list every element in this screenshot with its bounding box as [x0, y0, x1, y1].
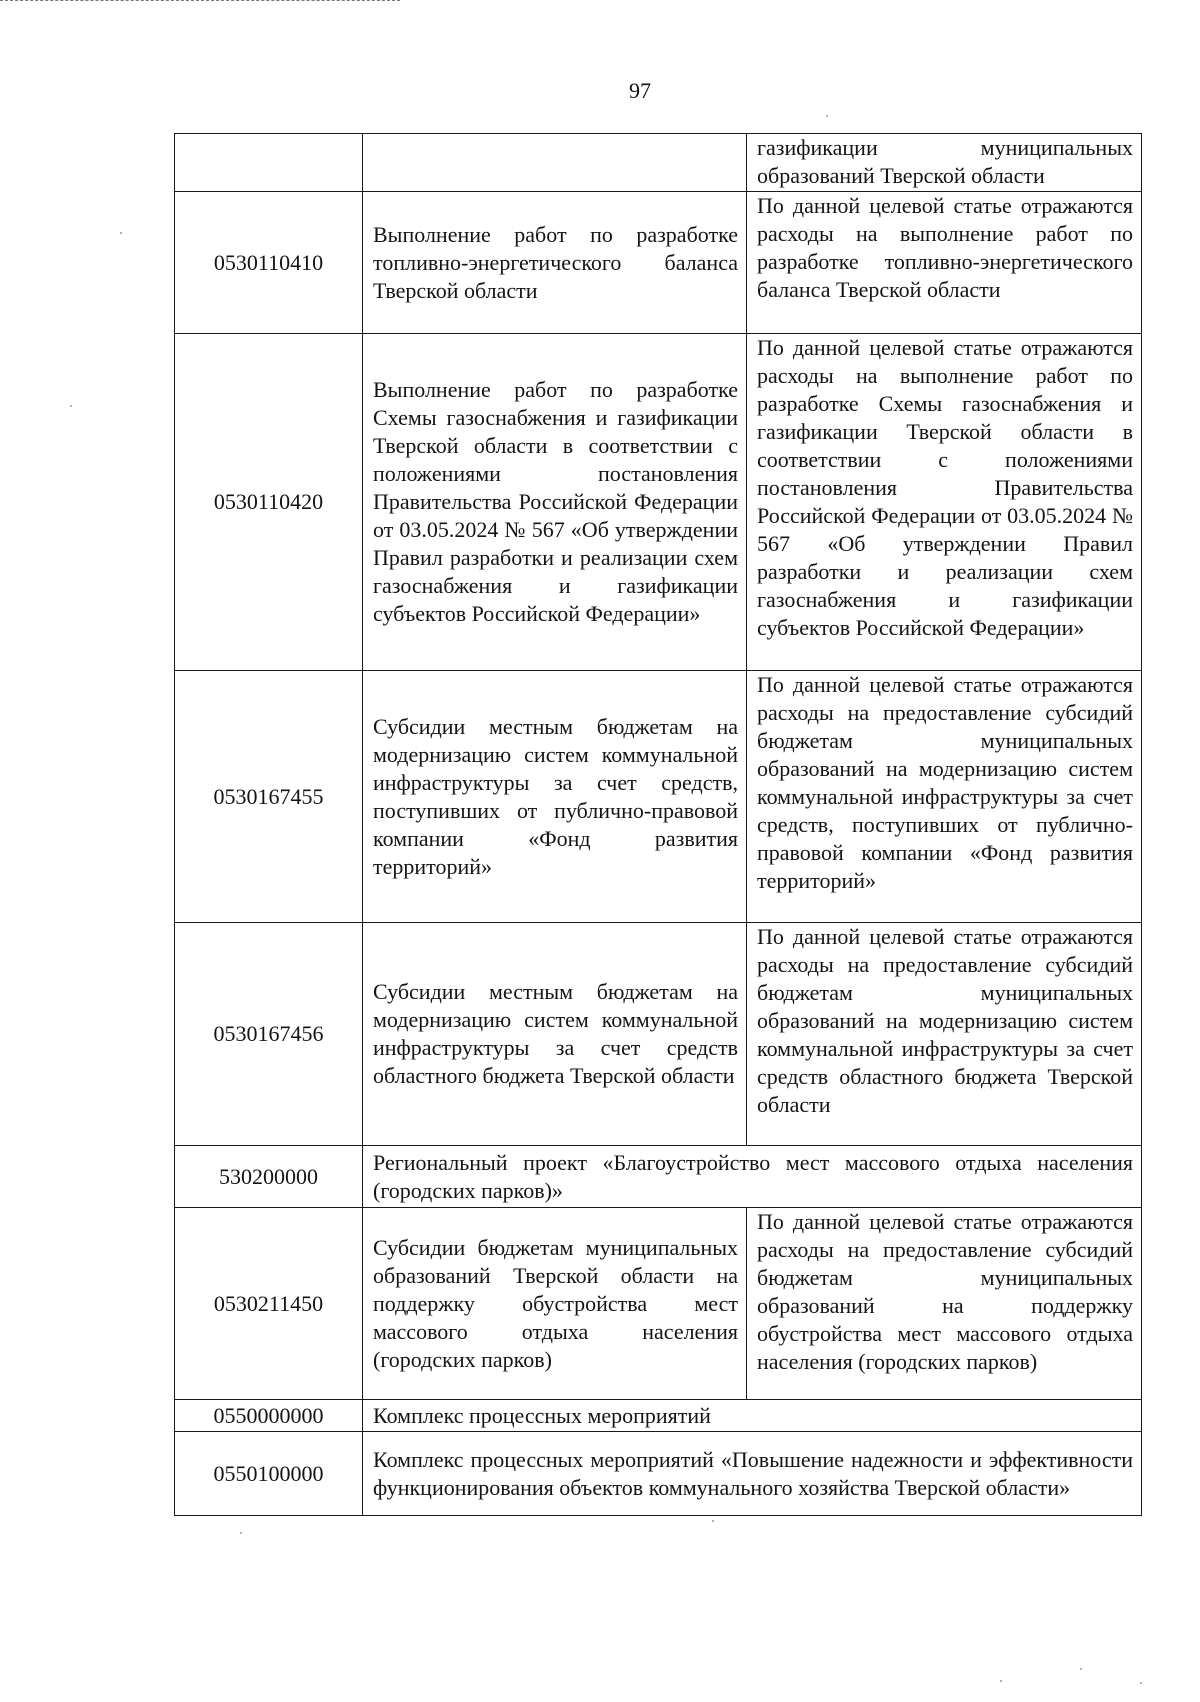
row-code: 0530110410 — [175, 192, 363, 334]
row-code: 0550100000 — [175, 1432, 363, 1516]
row-code: 0550000000 — [175, 1400, 363, 1432]
scan-speck — [712, 1520, 714, 1522]
row-name: Субсидии местным бюджетам на модернизацию систем коммунальной инфраструктуры за счет средств, поступивших от публично-правовой компании «Фонд развития территорий» — [363, 671, 747, 923]
row-section-title: Комплекс процессных мероприятий — [363, 1400, 1142, 1432]
row-name: Выполнение работ по разработке топливно-энергетического баланса Тверской области — [363, 192, 747, 334]
scan-speck — [1080, 1668, 1082, 1670]
row-code: 0530167456 — [175, 923, 363, 1146]
row-code: 0530167455 — [175, 671, 363, 923]
table-row — [175, 1146, 1142, 1208]
scan-speck — [70, 405, 72, 407]
row-description: По данной целевой статье отражаются расходы на предоставление субсидий бюджетам муниципальных образований на модернизацию систем коммунальной инфраструктуры за счет средств, поступивших от публично-правовой компании «Фонд развития территорий» — [747, 671, 1142, 923]
row-section-title: Региональный проект «Благоустройство мест массового отдыха населения (городских парков)» — [363, 1146, 1142, 1208]
row-description: По данной целевой статье отражаются расходы на выполнение работ по разработке топливно-энергетического баланса Тверской области — [747, 192, 1142, 334]
scan-speck — [826, 115, 828, 117]
target-articles-table — [174, 133, 1142, 1516]
row-name — [363, 134, 747, 192]
row-description: газификации муниципальных образований Тверской области — [747, 134, 1142, 192]
scan-speck — [1000, 1680, 1002, 1682]
row-description: По данной целевой статье отражаются расходы на выполнение работ по разработке Схемы газоснабжения и газификации Тверской области в соответствии с положениями постановления Правительства Российской Федерации от 03.05.2024 № 567 «Об утверждении Правил разработки и реализации схем газоснабжения и газификации субъектов Российской Федерации» — [747, 334, 1142, 671]
table-row — [175, 671, 1142, 923]
row-code: 530200000 — [175, 1146, 363, 1208]
row-code: 0530110420 — [175, 334, 363, 671]
scan-speck — [1140, 1682, 1142, 1684]
table-row — [175, 1208, 1142, 1400]
row-section-title: Комплекс процессных мероприятий «Повышение надежности и эффективности функционирования объектов коммунального хозяйства Тверской области» — [363, 1432, 1142, 1516]
table-row — [175, 134, 1142, 192]
row-name: Субсидии местным бюджетам на модернизацию систем коммунальной инфраструктуры за счет средств областного бюджета Тверской области — [363, 923, 747, 1146]
table-row — [175, 334, 1142, 671]
row-name: Субсидии бюджетам муниципальных образований Тверской области на поддержку обустройства мест массового отдыха населения (городских парков) — [363, 1208, 747, 1400]
scan-speck — [120, 232, 122, 234]
table-row — [175, 1432, 1142, 1516]
table-row — [175, 1400, 1142, 1432]
table-row — [175, 923, 1142, 1146]
table-row — [175, 192, 1142, 334]
scan-speck — [240, 1532, 242, 1534]
row-name: Выполнение работ по разработке Схемы газоснабжения и газификации Тверской области в соответствии с положениями постановления Правительства Российской Федерации от 03.05.2024 № 567 «Об утверждении Правил разработки и реализации схем газоснабжения и газификации субъектов Российской Федерации» — [363, 334, 747, 671]
row-description: По данной целевой статье отражаются расходы на предоставление субсидий бюджетам муниципальных образований на поддержку обустройства мест массового отдыха населения (городских парков) — [747, 1208, 1142, 1400]
row-description: По данной целевой статье отражаются расходы на предоставление субсидий бюджетам муниципальных образований на модернизацию систем коммунальной инфраструктуры за счет средств областного бюджета Тверской области — [747, 923, 1142, 1146]
row-code — [175, 134, 363, 192]
page-number: 97 — [629, 78, 651, 103]
row-code: 0530211450 — [175, 1208, 363, 1400]
scan-artifact-line — [0, 0, 400, 3]
